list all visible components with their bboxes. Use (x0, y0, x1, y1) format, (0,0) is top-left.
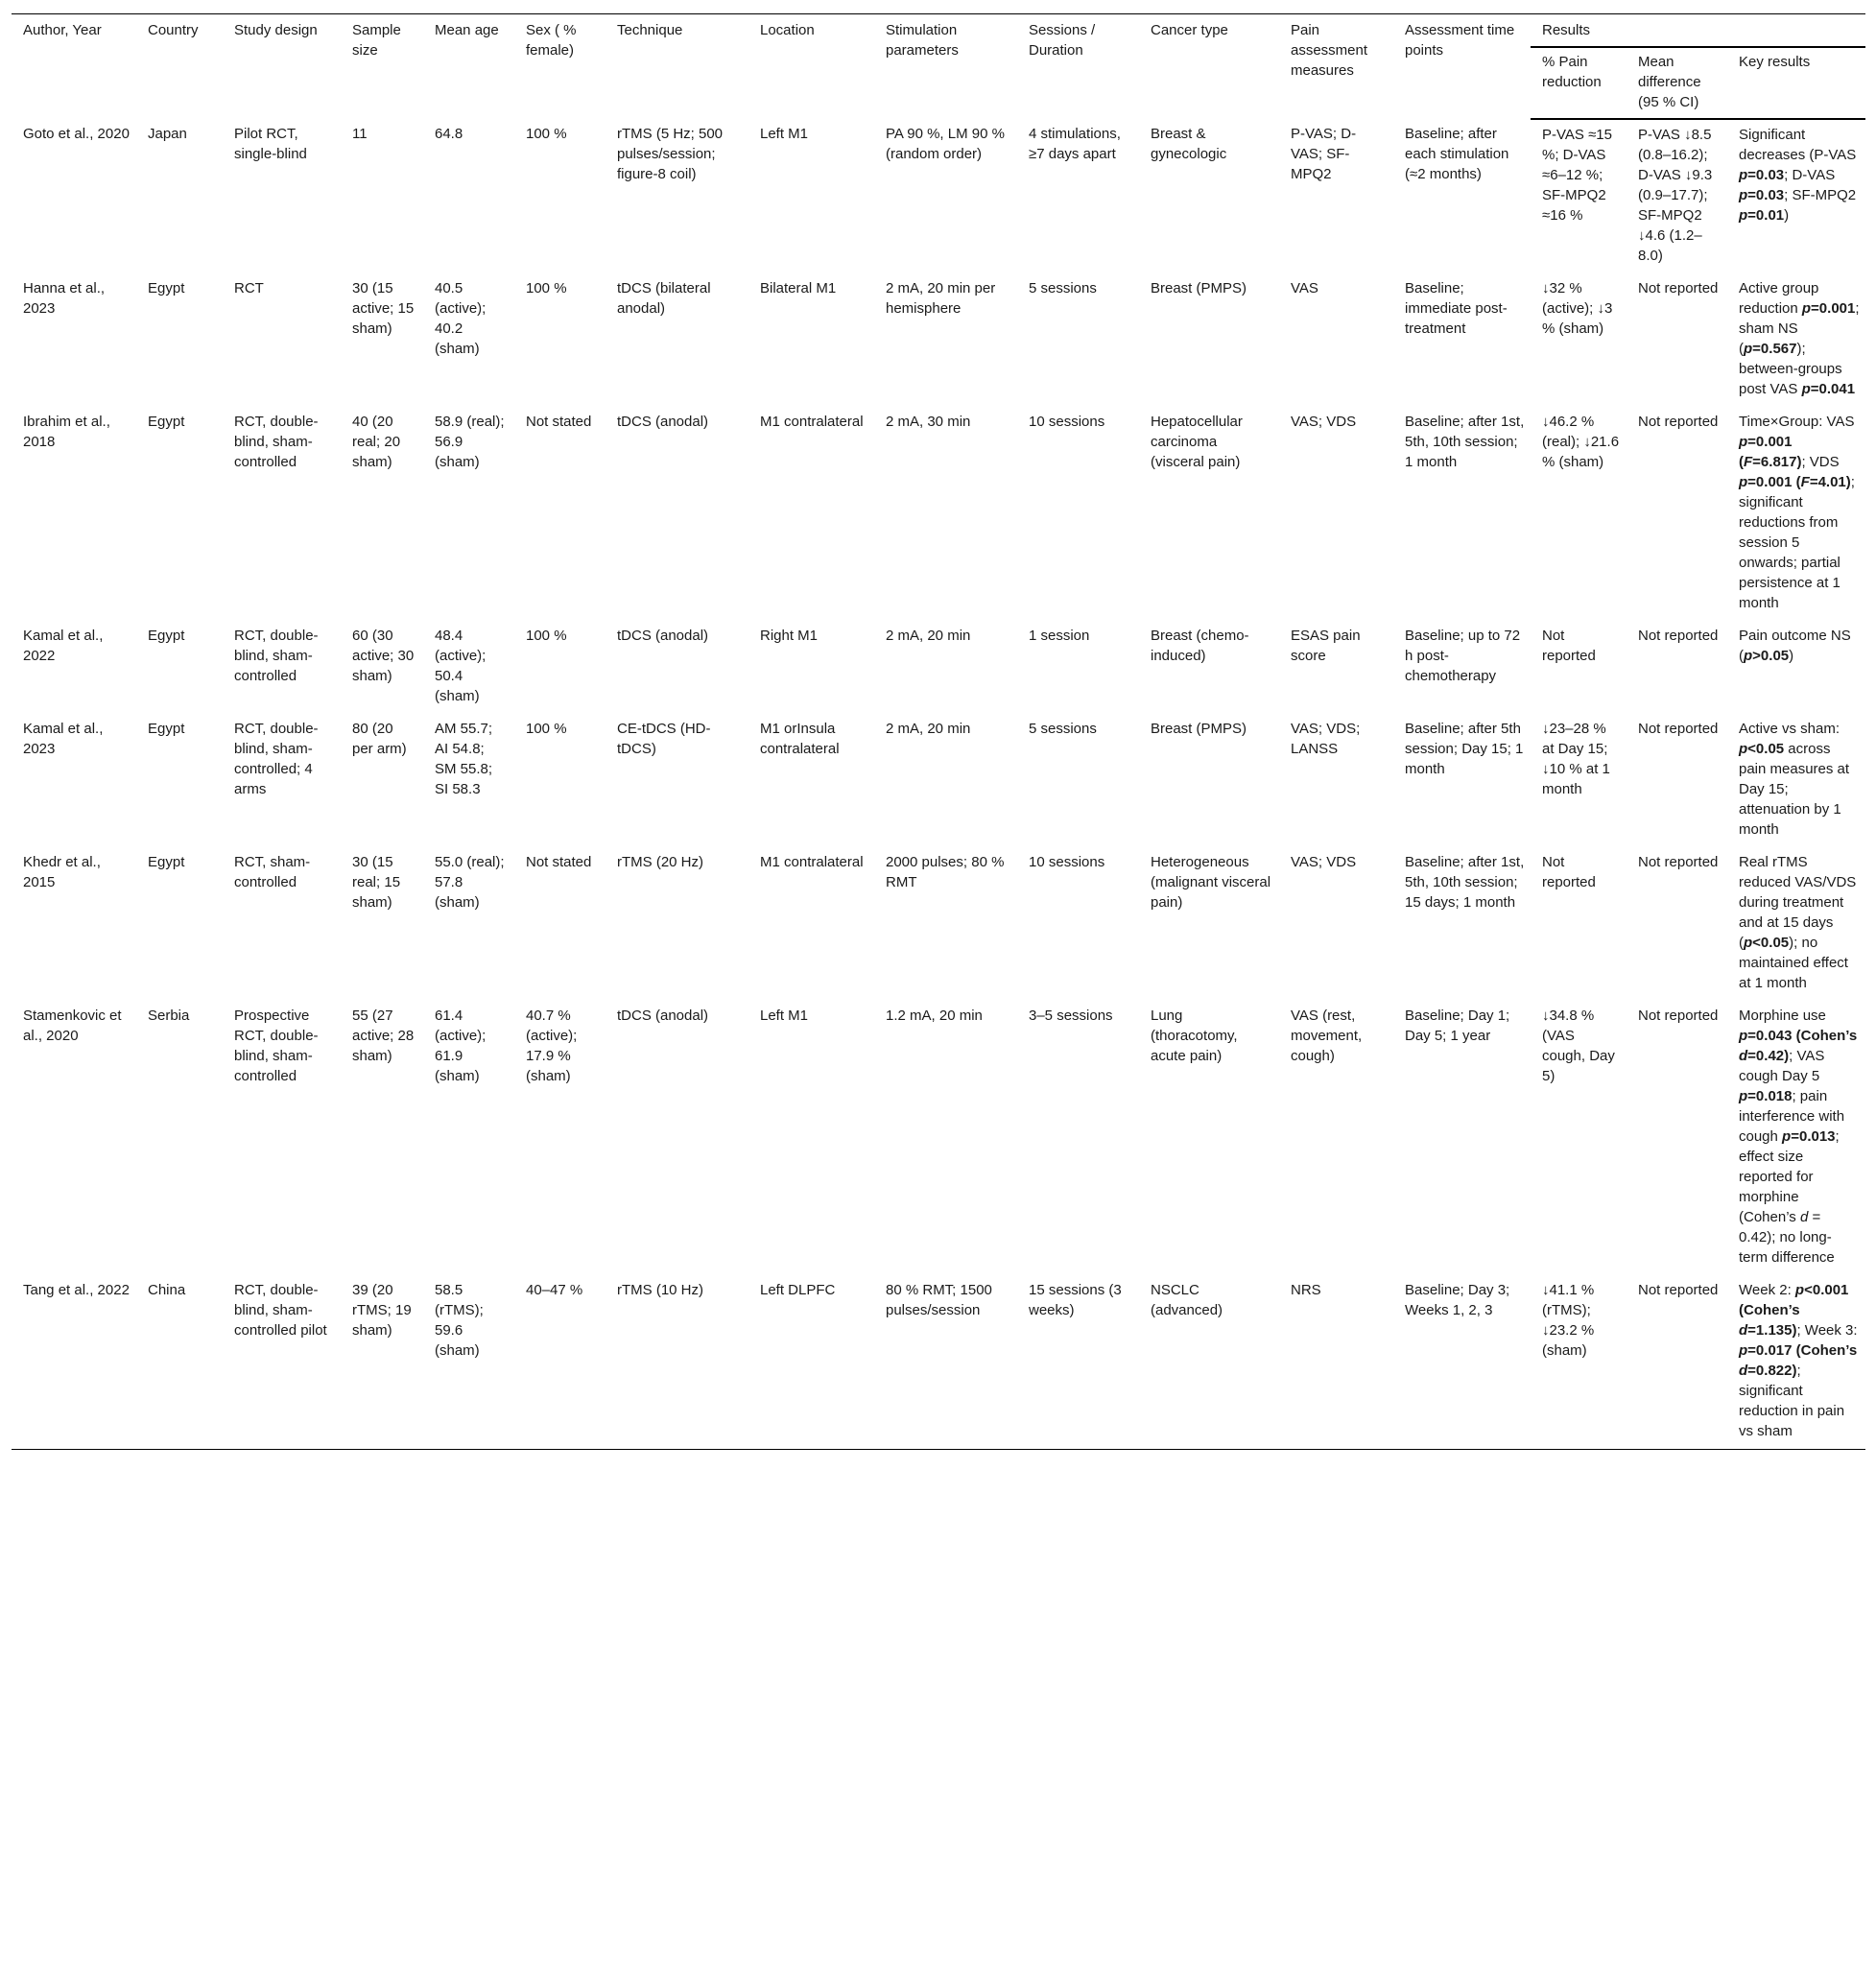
key-result-segment: Morphine use (1739, 1008, 1826, 1024)
cell-key-results (1727, 1275, 1865, 1450)
cell-sample-size: 11 (352, 126, 368, 142)
cell-mean-age: 58.9 (real); 56.9 (sham) (435, 414, 505, 470)
cell-key-results (1727, 407, 1865, 621)
key-result-segment: <0.05 (1752, 935, 1790, 951)
cell-mean-difference: Not reported (1638, 721, 1719, 737)
cell-pain-measures: VAS; VDS (1291, 414, 1357, 430)
key-result-segment: ; Week 3: (1796, 1322, 1858, 1339)
key-result-segment: <0.05 (1747, 741, 1785, 757)
key-result-segment (1739, 1048, 1747, 1064)
key-result-segment: ; significant reduction in pain vs sham (1739, 1363, 1845, 1439)
cell-location: M1 contralateral (760, 854, 864, 870)
header-mean-difference: Mean difference (95 % CI) (1627, 47, 1727, 119)
cell-cancer-type: Breast (PMPS) (1151, 280, 1247, 296)
key-result-segment (1739, 1363, 1747, 1379)
key-result-segment: =0.42) (1747, 1048, 1790, 1064)
key-result-segment: Significant decreases (P-VAS (1739, 127, 1857, 163)
cell-technique: CE-tDCS (HD-tDCS) (617, 721, 711, 757)
header-sex: Sex ( % female) (514, 14, 606, 120)
cell-stimulation-parameters: 2 mA, 20 min (886, 628, 971, 644)
key-result-segment (1744, 454, 1752, 470)
key-result-segment (1802, 381, 1811, 397)
key-result-segment: ; SF-MPQ2 (1784, 187, 1857, 203)
cell-technique: tDCS (anodal) (617, 414, 709, 430)
cell-country: Egypt (148, 280, 185, 296)
cell-sample-size: 30 (15 active; 15 sham) (352, 280, 415, 337)
key-result-segment: = 0.42); no long-term difference (1739, 1209, 1835, 1266)
key-result-segment: ) (1789, 648, 1794, 664)
key-result-segment: p (1801, 381, 1811, 397)
header-country: Country (136, 14, 223, 120)
cell-sex: 100 % (526, 280, 567, 296)
key-result-segment: >0.05 (1752, 648, 1790, 664)
table-row (12, 714, 1865, 847)
key-result-segment: p (1744, 648, 1753, 664)
cell-study-design: RCT, double-blind, sham-controlled pilot (223, 1275, 341, 1450)
header-author-year: Author, Year (12, 14, 136, 120)
header-cancer-type: Cancer type (1139, 14, 1279, 120)
cell-key-results (1727, 119, 1865, 273)
key-result-segment: =0.03 (1747, 167, 1785, 183)
header-key-results: Key results (1727, 47, 1865, 119)
key-result-segment: =0.041 (1810, 381, 1856, 397)
cell-time-points: Baseline; after 5th session; Day 15; 1 month (1405, 721, 1524, 777)
cell-time-points: Baseline; Day 3; Weeks 1, 2, 3 (1393, 1275, 1531, 1450)
cell-location: M1 orInsula contralateral (760, 721, 840, 757)
cell-study-design: RCT, double-blind, sham-controlled (234, 628, 319, 684)
cell-author-year: Hanna et al., 2023 (23, 280, 106, 317)
cell-pain-measures: ESAS pain score (1291, 628, 1361, 664)
key-result-segment (1744, 341, 1752, 357)
cell-key-results (1727, 621, 1865, 714)
key-result-segment: =6.817) (1752, 454, 1802, 470)
key-result-segment: p (1794, 1282, 1805, 1298)
cell-technique: rTMS (20 Hz) (617, 854, 703, 870)
cell-mean-difference: Not reported (1638, 628, 1719, 644)
cell-study-design: RCT, sham-controlled (234, 854, 311, 890)
header-mean-age: Mean age (423, 14, 514, 120)
cell-sex: 100 % (526, 126, 567, 142)
header-sample-size: Sample size (341, 14, 423, 120)
cell-mean-difference: Not reported (1627, 1275, 1727, 1450)
cell-stimulation-parameters: PA 90 %, LM 90 % (random order) (886, 126, 1005, 162)
cell-time-points: Baseline; after 1st, 5th, 10th session; 15 days; 1 month (1405, 854, 1525, 911)
cell-sex: 40.7 % (active); 17.9 % (sham) (526, 1008, 578, 1084)
key-result-segment (1739, 207, 1747, 224)
cell-location: Left M1 (760, 126, 809, 142)
table-header (12, 14, 1865, 120)
cell-study-design: Pilot RCT, single-blind (234, 126, 307, 162)
cell-sessions-duration: 1 session (1029, 628, 1090, 644)
key-result-segment: Week 2: (1739, 1282, 1795, 1298)
key-result-segment (1739, 741, 1747, 757)
key-result-segment: =4.01) (1809, 474, 1851, 490)
cell-key-results (1727, 1001, 1865, 1275)
cell-mean-difference: Not reported (1638, 414, 1719, 430)
key-result-segment (1739, 474, 1747, 490)
cell-author-year: Goto et al., 2020 (23, 126, 130, 142)
header-study-design: Study design (223, 14, 341, 120)
cell-time-points: Baseline; after 1st, 5th, 10th session; 1 month (1405, 414, 1525, 470)
cell-country: Serbia (148, 1008, 190, 1024)
header-pct-pain-reduction: % Pain reduction (1531, 47, 1627, 119)
table-row (12, 1275, 1865, 1450)
cell-mean-age: 55.0 (real); 57.8 (sham) (435, 854, 505, 911)
cell-location: M1 contralateral (760, 414, 864, 430)
key-result-segment: ; significant reductions from session 5 onwards; partial persistence at 1 month (1739, 474, 1855, 611)
cell-mean-difference: Not reported (1638, 854, 1719, 870)
cell-technique: tDCS (anodal) (617, 628, 709, 644)
key-result-segment: F (1800, 474, 1810, 490)
cell-study-design: Prospective RCT, double-blind, sham-controlled (234, 1008, 319, 1084)
cell-author-year: Kamal et al., 2023 (23, 721, 104, 757)
cell-sessions-duration: 10 sessions (1029, 414, 1105, 430)
key-result-segment: p (1744, 341, 1753, 357)
cell-technique: tDCS (anodal) (617, 1008, 709, 1024)
cell-pct-pain-reduction: Not reported (1542, 854, 1596, 890)
key-result-segment: p (1782, 1128, 1792, 1145)
cell-cancer-type: NSCLC (advanced) (1139, 1275, 1279, 1450)
cell-cancer-type: Breast & gynecologic (1151, 126, 1227, 162)
cell-mean-difference: P-VAS ↓8.5 (0.8–16.2); D-VAS ↓9.3 (0.9–17.7); SF-MPQ2 ↓4.6 (1.2–8.0) (1638, 127, 1713, 264)
key-result-segment: d (1799, 1209, 1809, 1225)
cell-pct-pain-reduction: ↓34.8 % (VAS cough, Day 5) (1542, 1008, 1615, 1084)
cell-cancer-type: Hepatocellular carcinoma (visceral pain) (1151, 414, 1243, 470)
cell-sessions-duration: 3–5 sessions (1029, 1008, 1113, 1024)
key-result-segment: p (1739, 741, 1748, 757)
key-result-segment (1739, 1322, 1747, 1339)
cell-technique: tDCS (bilateral anodal) (617, 280, 711, 317)
key-result-segment: =0.001 ( (1739, 434, 1793, 470)
cell-pain-measures: VAS; VDS; LANSS (1291, 721, 1361, 757)
key-result-segment (1739, 167, 1747, 183)
cell-sample-size: 39 (20 rTMS; 19 sham) (341, 1275, 423, 1450)
key-result-segment: =0.001 (1811, 300, 1856, 317)
cell-stimulation-parameters: 1.2 mA, 20 min (886, 1008, 983, 1024)
cell-pct-pain-reduction: Not reported (1542, 628, 1596, 664)
cell-pain-measures: VAS (1291, 280, 1318, 296)
key-result-segment: =0.018 (1747, 1088, 1793, 1104)
key-result-segment: ; VAS cough Day 5 (1739, 1048, 1825, 1084)
cell-key-results (1727, 273, 1865, 407)
key-result-segment: p (1739, 434, 1748, 450)
header-pain-measures: Pain assessment measures (1279, 14, 1393, 120)
key-result-segment: ; sham NS ( (1739, 300, 1860, 357)
key-result-segment: p (1744, 935, 1753, 951)
cell-pct-pain-reduction: ↓41.1 % (rTMS); ↓23.2 % (sham) (1531, 1275, 1627, 1450)
key-result-segment (1739, 1088, 1747, 1104)
cell-author-year: Kamal et al., 2022 (23, 628, 104, 664)
key-result-segment: p (1739, 1342, 1748, 1359)
key-result-segment: =0.013 (1791, 1128, 1836, 1145)
cell-sex: Not stated (526, 414, 592, 430)
cell-time-points: Baseline; immediate post-treatment (1405, 280, 1508, 337)
table-row (12, 119, 1865, 273)
key-result-segment: p (1739, 1028, 1748, 1044)
header-technique: Technique (606, 14, 748, 120)
cell-author-year: Stamenkovic et al., 2020 (23, 1008, 122, 1044)
cell-mean-difference: Not reported (1638, 1008, 1719, 1024)
key-result-segment (1739, 434, 1747, 450)
key-result-segment (1795, 1282, 1804, 1298)
cell-cancer-type: Breast (chemo-induced) (1151, 628, 1249, 664)
cell-study-design: RCT, double-blind, sham-controlled; 4 arms (234, 721, 319, 797)
key-result-segment: ) (1784, 207, 1790, 224)
cell-mean-age: 64.8 (435, 126, 463, 142)
cell-study-design: RCT, double-blind, sham-controlled (234, 414, 319, 470)
cell-stimulation-parameters: 2 mA, 30 min (886, 414, 971, 430)
cell-sample-size: 30 (15 real; 15 sham) (352, 854, 401, 911)
key-result-segment: ); between-groups post VAS (1739, 341, 1842, 397)
cell-stimulation-parameters: 2000 pulses; 80 % RMT (886, 854, 1005, 890)
cell-country: Japan (148, 126, 187, 142)
cell-pain-measures: NRS (1279, 1275, 1393, 1450)
key-result-segment: Active group reduction (1739, 280, 1819, 317)
cell-pct-pain-reduction: ↓23–28 % at Day 15; ↓10 % at 1 month (1542, 721, 1610, 797)
cell-sessions-duration: 15 sessions (3 weeks) (1017, 1275, 1139, 1450)
key-result-segment (1739, 1342, 1747, 1359)
key-result-segment: =0.043 (Cohen’s (1747, 1028, 1858, 1044)
key-result-segment: p (1739, 167, 1748, 183)
cell-time-points: Baseline; after each stimulation (≈2 months) (1405, 126, 1509, 182)
cell-sex: 100 % (526, 721, 567, 737)
key-result-segment: Time×Group: VAS (1739, 414, 1855, 430)
key-result-segment: Pain outcome NS ( (1739, 628, 1851, 664)
key-result-segment (1744, 935, 1752, 951)
key-result-segment: p (1739, 187, 1748, 203)
key-result-segment: p (1801, 300, 1812, 317)
key-result-segment: =0.822) (1747, 1363, 1797, 1379)
key-result-segment: p (1739, 207, 1748, 224)
cell-location: Bilateral M1 (760, 280, 837, 296)
key-result-segment (1782, 1128, 1791, 1145)
key-result-segment (1739, 1028, 1747, 1044)
cell-sample-size: 60 (30 active; 30 sham) (352, 628, 415, 684)
cell-technique: rTMS (10 Hz) (606, 1275, 748, 1450)
header-sessions-duration: Sessions / Duration (1017, 14, 1139, 120)
cell-country: Egypt (148, 854, 185, 870)
key-result-segment (1801, 474, 1810, 490)
cell-author-year: Khedr et al., 2015 (23, 854, 101, 890)
key-result-segment: p (1739, 1088, 1748, 1104)
key-result-segment (1739, 187, 1747, 203)
cell-country: China (136, 1275, 223, 1450)
table-row (12, 407, 1865, 621)
table-row (12, 1001, 1865, 1275)
table-body (12, 119, 1865, 1450)
header-stimulation-parameters: Stimulation parameters (874, 14, 1017, 120)
header-time-points: Assessment time points (1393, 14, 1531, 120)
key-result-segment: Real rTMS reduced VAS/VDS during treatment and at 15 days ( (1739, 854, 1857, 951)
key-result-segment: =0.001 ( (1747, 474, 1801, 490)
cell-pain-measures: P-VAS; D-VAS; SF-MPQ2 (1291, 126, 1357, 182)
cell-pct-pain-reduction: ↓46.2 % (real); ↓21.6 % (sham) (1542, 414, 1620, 470)
cell-pain-measures: VAS; VDS (1291, 854, 1357, 870)
key-result-segment: ; pain interference with cough (1739, 1088, 1845, 1145)
cell-mean-age: 40.5 (active); 40.2 (sham) (435, 280, 487, 357)
table-row (12, 847, 1865, 1001)
cell-mean-age: AM 55.7; AI 54.8; SM 55.8; SI 58.3 (435, 721, 493, 797)
key-result-segment: =0.567 (1752, 341, 1797, 357)
cell-mean-difference: Not reported (1638, 280, 1719, 296)
cell-sessions-duration: 5 sessions (1029, 280, 1097, 296)
cell-stimulation-parameters: 2 mA, 20 min per hemisphere (886, 280, 996, 317)
cell-mean-age: 58.5 (rTMS); 59.6 (sham) (423, 1275, 514, 1450)
header-location: Location (748, 14, 874, 120)
cell-sessions-duration: 10 sessions (1029, 854, 1105, 870)
key-result-segment: =0.01 (1747, 207, 1785, 224)
cell-sex: 40–47 % (514, 1275, 606, 1450)
cell-stimulation-parameters: 80 % RMT; 1500 pulses/session (874, 1275, 1017, 1450)
key-result-segment: ; D-VAS (1784, 167, 1836, 183)
key-result-segment: p (1739, 474, 1748, 490)
cell-country: Egypt (148, 628, 185, 644)
key-result-segment: =0.017 (Cohen’s (1747, 1342, 1858, 1359)
cell-key-results (1727, 714, 1865, 847)
cell-author-year: Ibrahim et al., 2018 (23, 414, 110, 450)
cell-country: Egypt (148, 414, 185, 430)
key-result-segment: ; effect size reported for morphine (Cohen’s (1739, 1128, 1840, 1225)
studies-table (12, 13, 1865, 1450)
cell-mean-age: 48.4 (active); 50.4 (sham) (435, 628, 487, 704)
key-result-segment: F (1744, 454, 1753, 470)
key-result-segment: <0.001 (Cohen’s (1739, 1282, 1849, 1318)
key-result-segment: =1.135) (1747, 1322, 1797, 1339)
key-result-segment: ); no maintained effect at 1 month (1739, 935, 1848, 991)
cell-time-points: Baseline; Day 1; Day 5; 1 year (1405, 1008, 1510, 1044)
cell-location: Left M1 (760, 1008, 809, 1024)
cell-mean-age: 61.4 (active); 61.9 (sham) (435, 1008, 487, 1084)
cell-location: Right M1 (760, 628, 819, 644)
cell-author-year: Tang et al., 2022 (12, 1275, 136, 1450)
key-result-segment: d (1739, 1363, 1748, 1379)
cell-sessions-duration: 4 stimulations, ≥7 days apart (1029, 126, 1121, 162)
header-results: Results (1531, 14, 1865, 48)
cell-sample-size: 55 (27 active; 28 sham) (352, 1008, 415, 1064)
table-row (12, 273, 1865, 407)
key-result-segment (1802, 300, 1811, 317)
cell-key-results (1727, 847, 1865, 1001)
key-result-segment: d (1739, 1322, 1748, 1339)
cell-technique: rTMS (5 Hz; 500 pulses/session; figure-8 coil) (617, 126, 724, 182)
table-row (12, 621, 1865, 714)
cell-cancer-type: Heterogeneous (malignant visceral pain) (1151, 854, 1271, 911)
cell-sample-size: 80 (20 per arm) (352, 721, 407, 757)
cell-stimulation-parameters: 2 mA, 20 min (886, 721, 971, 737)
cell-time-points: Baseline; up to 72 h post-chemotherapy (1405, 628, 1521, 684)
key-result-segment: =0.03 (1747, 187, 1785, 203)
cell-sessions-duration: 5 sessions (1029, 721, 1097, 737)
key-result-segment: across pain measures at Day 15; attenuation by 1 month (1739, 741, 1850, 838)
cell-location: Left DLPFC (748, 1275, 874, 1450)
key-result-segment: Active vs sham: (1739, 721, 1840, 737)
key-result-segment (1744, 648, 1752, 664)
key-result-segment: ; VDS (1801, 454, 1840, 470)
cell-pct-pain-reduction: ↓32 % (active); ↓3 % (sham) (1542, 280, 1613, 337)
cell-country: Egypt (148, 721, 185, 737)
cell-pct-pain-reduction: P-VAS ≈15 %; D-VAS ≈6–12 %; SF-MPQ2 ≈16 % (1542, 127, 1612, 224)
cell-sex: Not stated (526, 854, 592, 870)
cell-cancer-type: Breast (PMPS) (1151, 721, 1247, 737)
cell-sample-size: 40 (20 real; 20 sham) (352, 414, 401, 470)
cell-cancer-type: Lung (thoracotomy, acute pain) (1151, 1008, 1238, 1064)
key-result-segment: d (1739, 1048, 1748, 1064)
cell-study-design: RCT (234, 280, 264, 296)
cell-sex: 100 % (526, 628, 567, 644)
cell-pain-measures: VAS (rest, movement, cough) (1291, 1008, 1363, 1064)
